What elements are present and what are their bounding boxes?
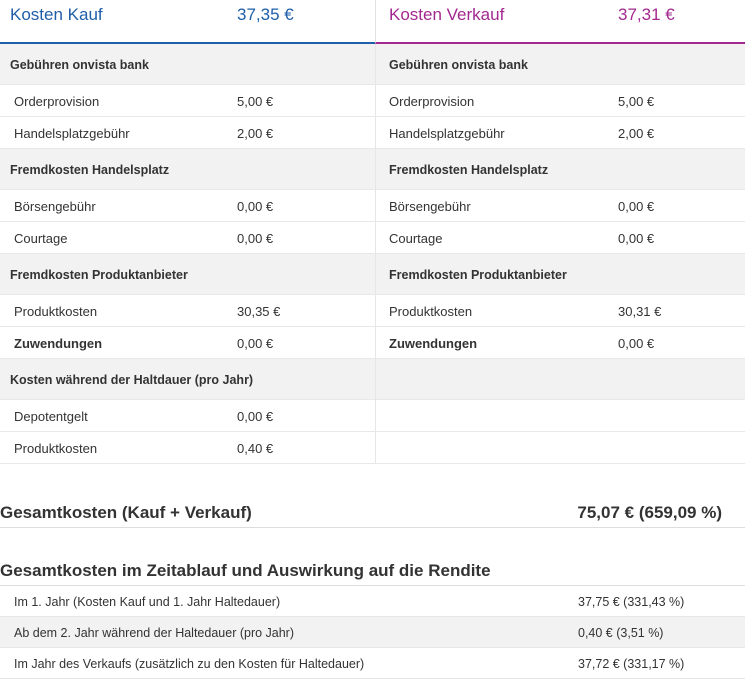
kosten-kauf-title: Kosten Kauf [10,5,103,24]
table-row: Ab dem 2. Jahr während der Haltedauer (pro Jahr) 0,40 € (3,51 %) [0,617,745,648]
header-kosten-verkauf [375,0,745,44]
row-orderprovision: Orderprovision 5,00 € [0,85,375,117]
gesamtkosten-value: 75,07 € (659,09 %) [577,503,722,522]
section-kosten-haltedauer: Kosten während der Haltdauer (pro Jahr) [0,359,375,400]
table-row: Im Jahr des Verkaufs (zusätzlich zu den Kosten für Haltedauer) 37,72 € (331,17 %) [0,648,745,679]
row-zuwendungen: Zuwendungen 0,00 € [376,327,745,359]
gesamtkosten-row [0,496,745,528]
section-fremdkosten-handelsplatz: Fremdkosten Handelsplatz [376,149,745,190]
row-courtage: Courtage 0,00 € [0,222,375,254]
kosten-kauf-total: 37,35 € [237,5,294,24]
row-orderprovision: Orderprovision 5,00 € [376,85,745,117]
row-boersengebuehr: Börsengebühr 0,00 € [0,190,375,222]
row-handelsplatzgebuehr: Handelsplatzgebühr 2,00 € [376,117,745,149]
row-empty [376,400,745,432]
section-gebuehren-bank: Gebühren onvista bank [376,44,745,85]
zeitablauf-title: Gesamtkosten im Zeitablauf und Auswirkung auf die Rendite [0,561,491,580]
section-gebuehren-bank: Gebühren onvista bank [0,44,375,85]
kosten-verkauf-total: 37,31 € [618,5,675,24]
row-empty [376,432,745,464]
gesamtkosten-label: Gesamtkosten (Kauf + Verkauf) [0,503,252,522]
row-boersengebuehr: Börsengebühr 0,00 € [376,190,745,222]
row-produktkosten: Produktkosten 30,31 € [376,295,745,327]
kosten-verkauf-title: Kosten Verkauf [389,5,505,24]
zeitablauf-table [0,585,745,679]
verkauf-cost-table [375,44,745,464]
row-depotentgelt: Depotentgelt 0,00 € [0,400,375,432]
section-fremdkosten-produktanbieter: Fremdkosten Produktanbieter [0,254,375,295]
row-zuwendungen: Zuwendungen 0,00 € [0,327,375,359]
header-kosten-kauf [0,0,375,44]
row-produktkosten: Produktkosten 30,35 € [0,295,375,327]
section-fremdkosten-produktanbieter: Fremdkosten Produktanbieter [376,254,745,295]
section-fremdkosten-handelsplatz: Fremdkosten Handelsplatz [0,149,375,190]
section-empty [376,359,745,400]
row-courtage: Courtage 0,00 € [376,222,745,254]
table-row: Im 1. Jahr (Kosten Kauf und 1. Jahr Haltedauer) 37,75 € (331,43 %) [0,586,745,617]
row-produktkosten-haltedauer: Produktkosten 0,40 € [0,432,375,464]
kauf-cost-table [0,44,375,464]
row-handelsplatzgebuehr: Handelsplatzgebühr 2,00 € [0,117,375,149]
